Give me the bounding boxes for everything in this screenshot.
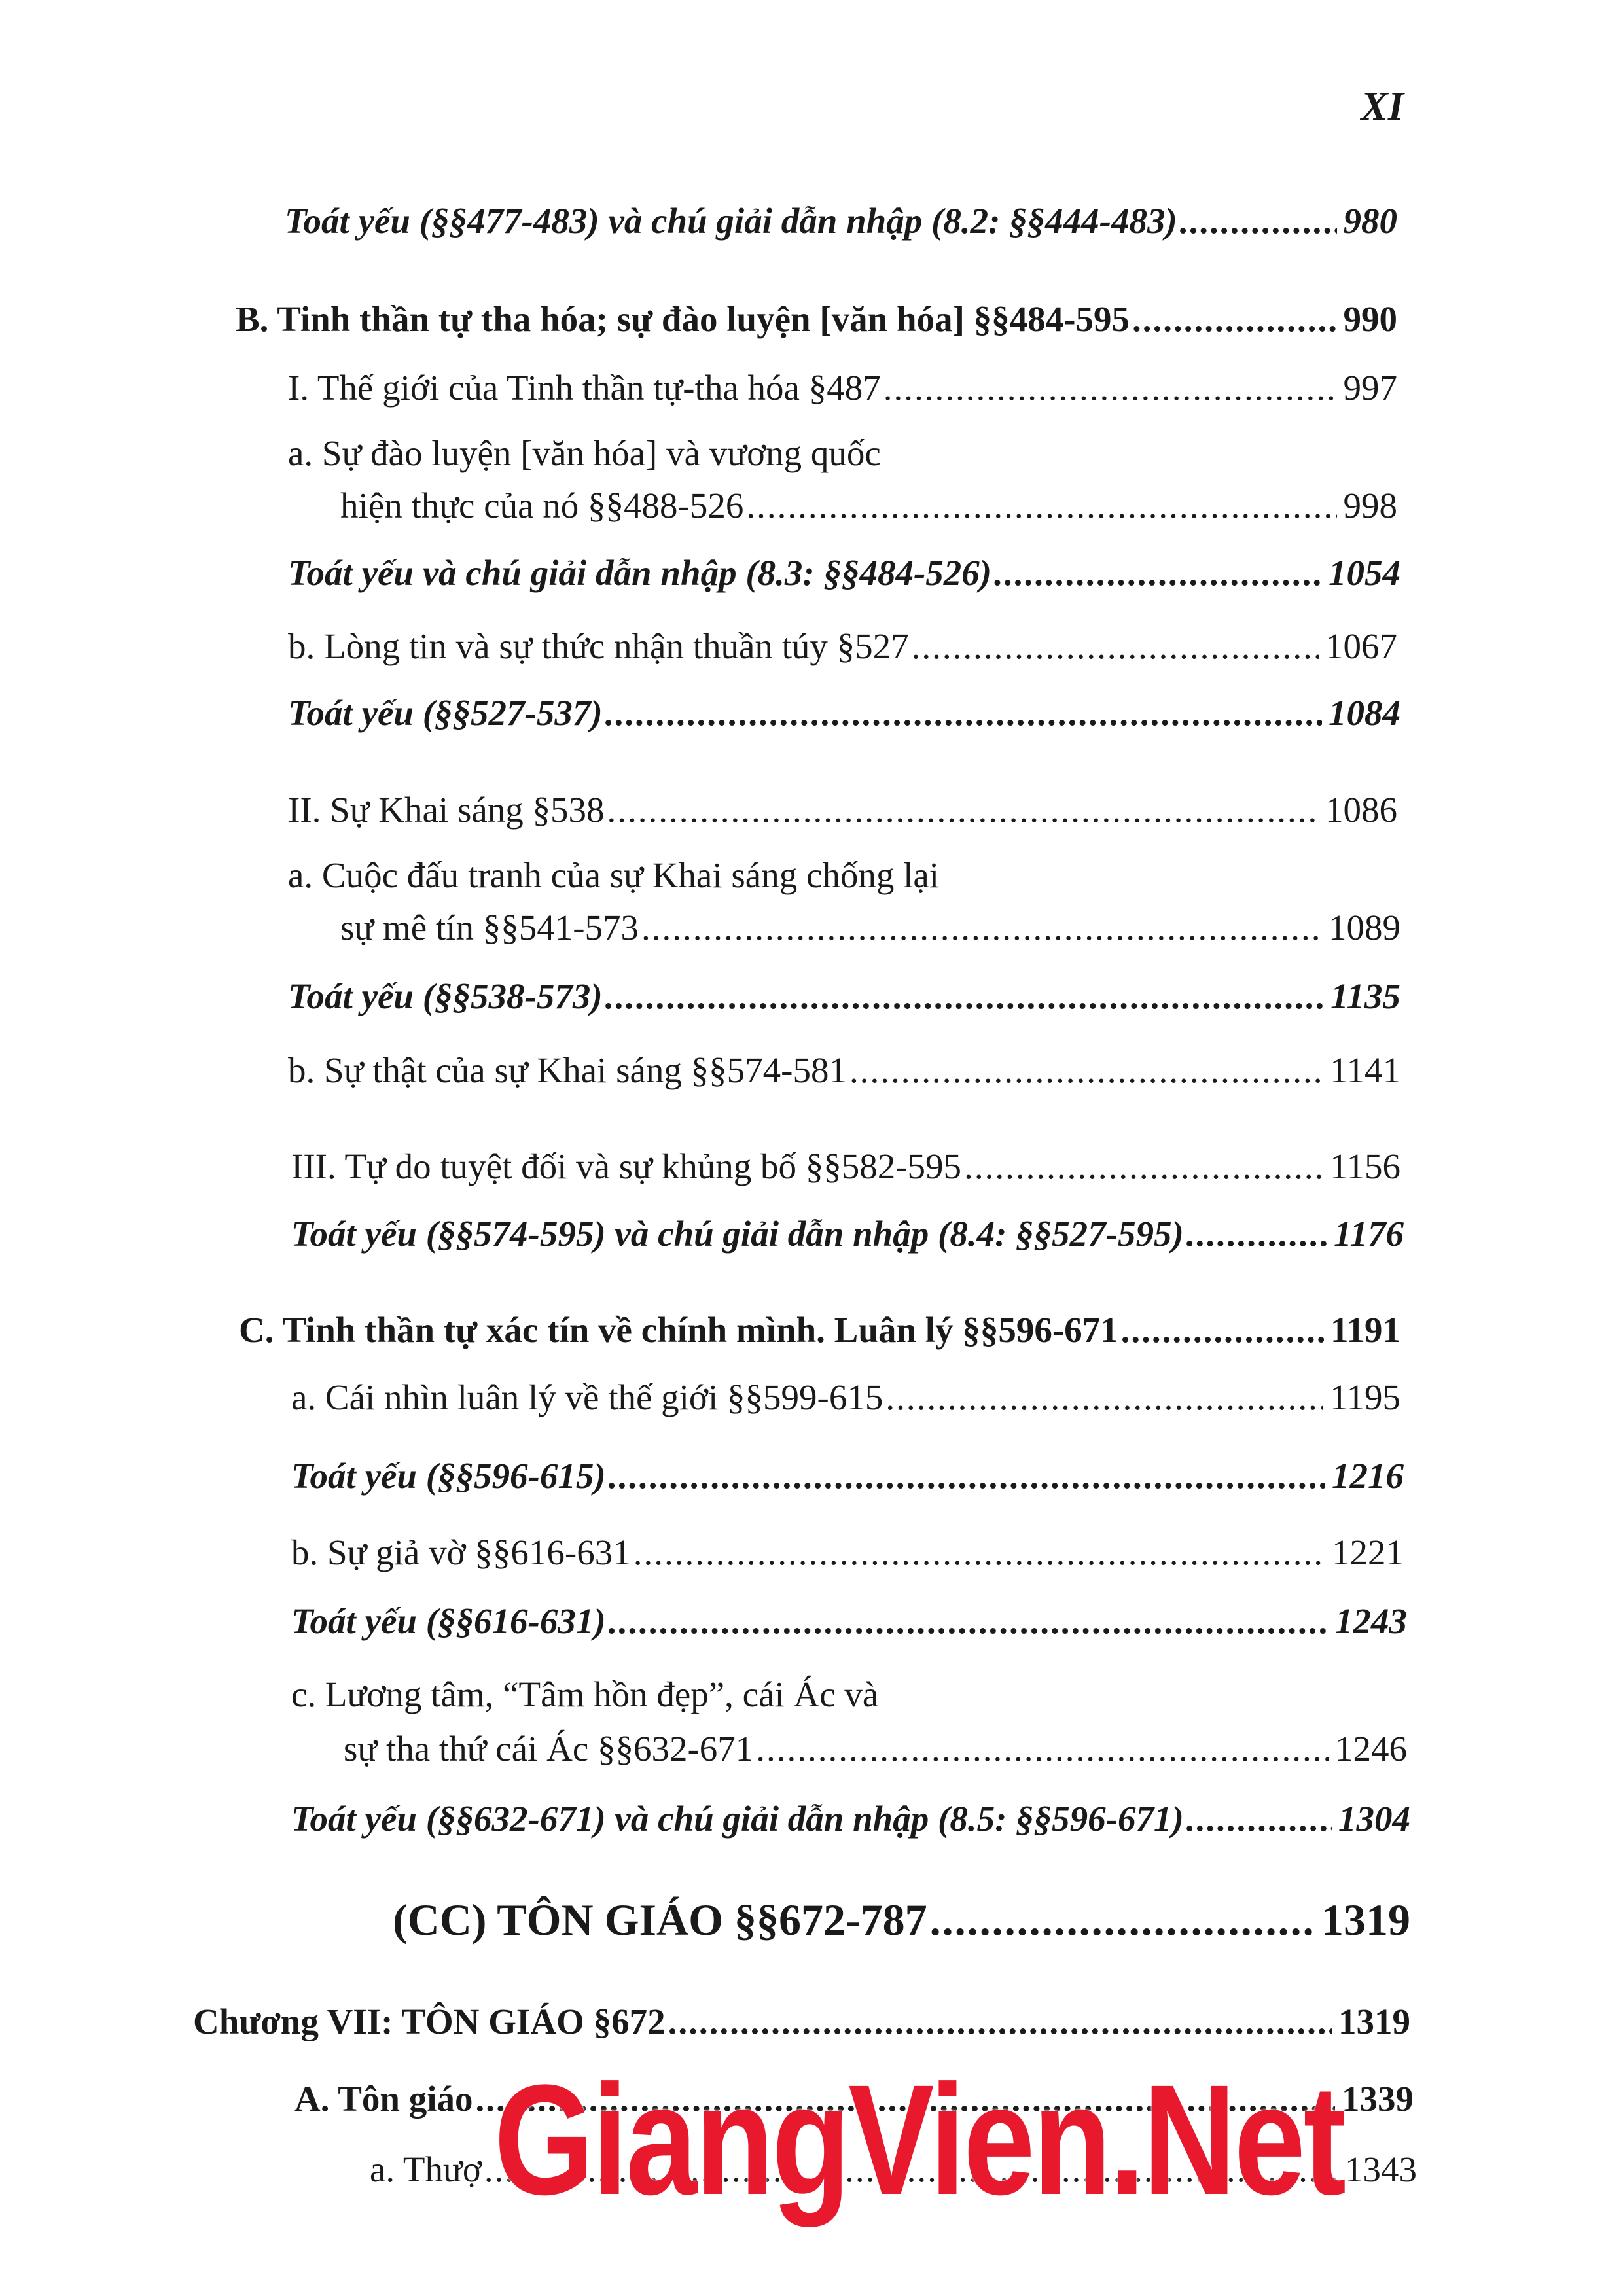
toc-entry <box>291 1379 1400 1415</box>
toc-entry-title: Toát yếu (§§632-671) và chú giải dẫn nhập (8.5: §§596-671) <box>291 1799 1184 1839</box>
toc-entry-page: 1319 <box>1321 1895 1410 1945</box>
toc-entry-title: b. Lòng tin và sự thức nhận thuần túy §527 <box>288 626 909 666</box>
toc-entry-page: 1221 <box>1332 1532 1404 1572</box>
dot-leader <box>633 1534 1325 1570</box>
toc-entry <box>193 2004 1410 2040</box>
toc-entry-page: 1054 <box>1329 553 1400 593</box>
toc-entry-page: 980 <box>1343 201 1397 241</box>
toc-entry-page: 1067 <box>1325 626 1397 666</box>
toc-entry <box>288 978 1400 1014</box>
dot-leader <box>609 1603 1329 1639</box>
toc-entry <box>288 1052 1400 1088</box>
toc-entry-page: 1304 <box>1338 1799 1410 1839</box>
page-number: XI <box>1361 84 1404 129</box>
toc-entry-title: a. Cái nhìn luân lý về thế giới §§599-615 <box>291 1377 883 1417</box>
watermark-logo: GiangVien.Net <box>494 2052 1344 2227</box>
toc-entry-title: B. Tinh thần tự tha hóa; sự đào luyện [văn hóa] §§484-595 <box>236 299 1130 339</box>
toc-entry-title: A. Tôn giáo <box>294 2079 473 2119</box>
toc-entry <box>291 1148 1400 1184</box>
toc-entry-title: Toát yếu (§§596-615) <box>291 1456 606 1496</box>
toc-entry-title: I. Thế giới của Tinh thần tự-tha hóa §487 <box>288 368 881 408</box>
toc-entry-title: II. Sự Khai sáng §538 <box>288 790 605 830</box>
toc-entry <box>340 487 1397 523</box>
toc-entry <box>291 1603 1407 1639</box>
toc-entry <box>291 1458 1404 1494</box>
toc-entry-title: a. Thượ <box>370 2149 482 2189</box>
toc-entry-page: 1084 <box>1329 693 1400 733</box>
toc-entry-page: 1319 <box>1338 2002 1410 2041</box>
dot-leader <box>668 2004 1332 2040</box>
toc-entry-page: 1141 <box>1330 1050 1400 1090</box>
toc-entry-page: 1176 <box>1334 1214 1404 1254</box>
dot-leader <box>883 370 1337 406</box>
toc-entry-page: 1089 <box>1329 908 1400 947</box>
toc-entry-title: hiện thực của nó §§488-526 <box>340 486 744 525</box>
toc-entry-page: 1216 <box>1332 1456 1404 1496</box>
toc-entry-title: C. Tinh thần tự xác tín về chính mình. Luân lý §§596-671 <box>239 1310 1118 1350</box>
toc-entry-title: a. Cuộc đấu tranh của sự Khai sáng chống lại <box>288 855 940 895</box>
toc-entry-title: a. Sự đào luyện [văn hóa] và vương quốc <box>288 433 881 473</box>
toc-entry <box>288 628 1397 664</box>
toc-entry-page: 998 <box>1343 486 1397 525</box>
dot-leader <box>607 792 1319 828</box>
toc-entry-page: 1243 <box>1335 1601 1407 1641</box>
toc-entry-page: 990 <box>1343 299 1397 339</box>
toc-entry-page: 1339 <box>1342 2079 1414 2119</box>
dot-leader <box>885 1379 1323 1415</box>
toc-entry <box>239 1312 1400 1348</box>
toc-entry <box>285 203 1397 239</box>
toc-entry-title: sự tha thứ cái Ác §§632-671 <box>344 1729 754 1769</box>
toc-entry-page: 1195 <box>1330 1377 1400 1417</box>
toc-entry-page: 1135 <box>1330 976 1400 1016</box>
dot-leader <box>1132 301 1337 337</box>
toc-entry-title: sự mê tín §§541-573 <box>340 908 639 947</box>
toc-entry <box>288 695 1400 731</box>
dot-leader <box>994 555 1322 591</box>
toc-entry <box>288 555 1400 591</box>
dot-leader <box>756 1731 1329 1767</box>
toc-entry-title: Chương VII: TÔN GIÁO §672 <box>193 2002 666 2041</box>
toc-entry-title: Toát yếu (§§538-573) <box>288 976 603 1016</box>
dot-leader <box>605 978 1324 1014</box>
toc-entry <box>288 792 1397 828</box>
toc-entry-page: 1086 <box>1325 790 1397 830</box>
toc-entry <box>236 301 1397 337</box>
toc-entry-title: Toát yếu và chú giải dẫn nhập (8.3: §§484-526) <box>288 553 992 593</box>
toc-entry-title: Toát yếu (§§616-631) <box>291 1601 606 1641</box>
toc-entry-title: Toát yếu (§§477-483) và chú giải dẫn nhập (8.2: §§444-483) <box>285 201 1177 241</box>
toc-entry <box>291 1534 1404 1570</box>
section-heading <box>393 1895 1410 1945</box>
dot-leader <box>849 1052 1323 1088</box>
dot-leader <box>1180 203 1337 239</box>
dot-leader <box>912 628 1319 664</box>
toc-entry-title: b. Sự thật của sự Khai sáng §§574-581 <box>288 1050 847 1090</box>
toc-entry-title: III. Tự do tuyệt đối và sự khủng bố §§582-595 <box>291 1146 962 1186</box>
dot-leader <box>964 1148 1323 1184</box>
toc-entry <box>291 1801 1410 1837</box>
toc-entry <box>288 370 1397 406</box>
toc-entry <box>291 1216 1404 1252</box>
dot-leader <box>930 1898 1315 1942</box>
dot-leader <box>641 910 1322 945</box>
toc-entry-page: 1246 <box>1335 1729 1407 1769</box>
dot-leader <box>746 487 1336 523</box>
toc-entry-page: 997 <box>1343 368 1397 408</box>
dot-leader <box>1186 1801 1332 1837</box>
toc-entry-title: b. Sự giả vờ §§616-631 <box>291 1532 631 1572</box>
toc-entry-title: Toát yếu (§§527-537) <box>288 693 603 733</box>
toc-entry-page: 1343 <box>1345 2149 1417 2189</box>
dot-leader <box>1121 1312 1324 1348</box>
toc-entry-title: c. Lương tâm, “Tâm hồn đẹp”, cái Ác và <box>291 1674 879 1714</box>
toc-entry-title: (CC) TÔN GIÁO §§672-787 <box>393 1895 927 1945</box>
dot-leader <box>1186 1216 1327 1252</box>
toc-entry <box>344 1731 1407 1767</box>
dot-leader <box>605 695 1322 731</box>
toc-entry-page: 1191 <box>1330 1310 1400 1350</box>
toc-entry-page: 1156 <box>1330 1146 1400 1186</box>
toc-entry <box>340 910 1400 945</box>
dot-leader <box>609 1458 1325 1494</box>
toc-entry-title: Toát yếu (§§574-595) và chú giải dẫn nhập (8.4: §§527-595) <box>291 1214 1184 1254</box>
